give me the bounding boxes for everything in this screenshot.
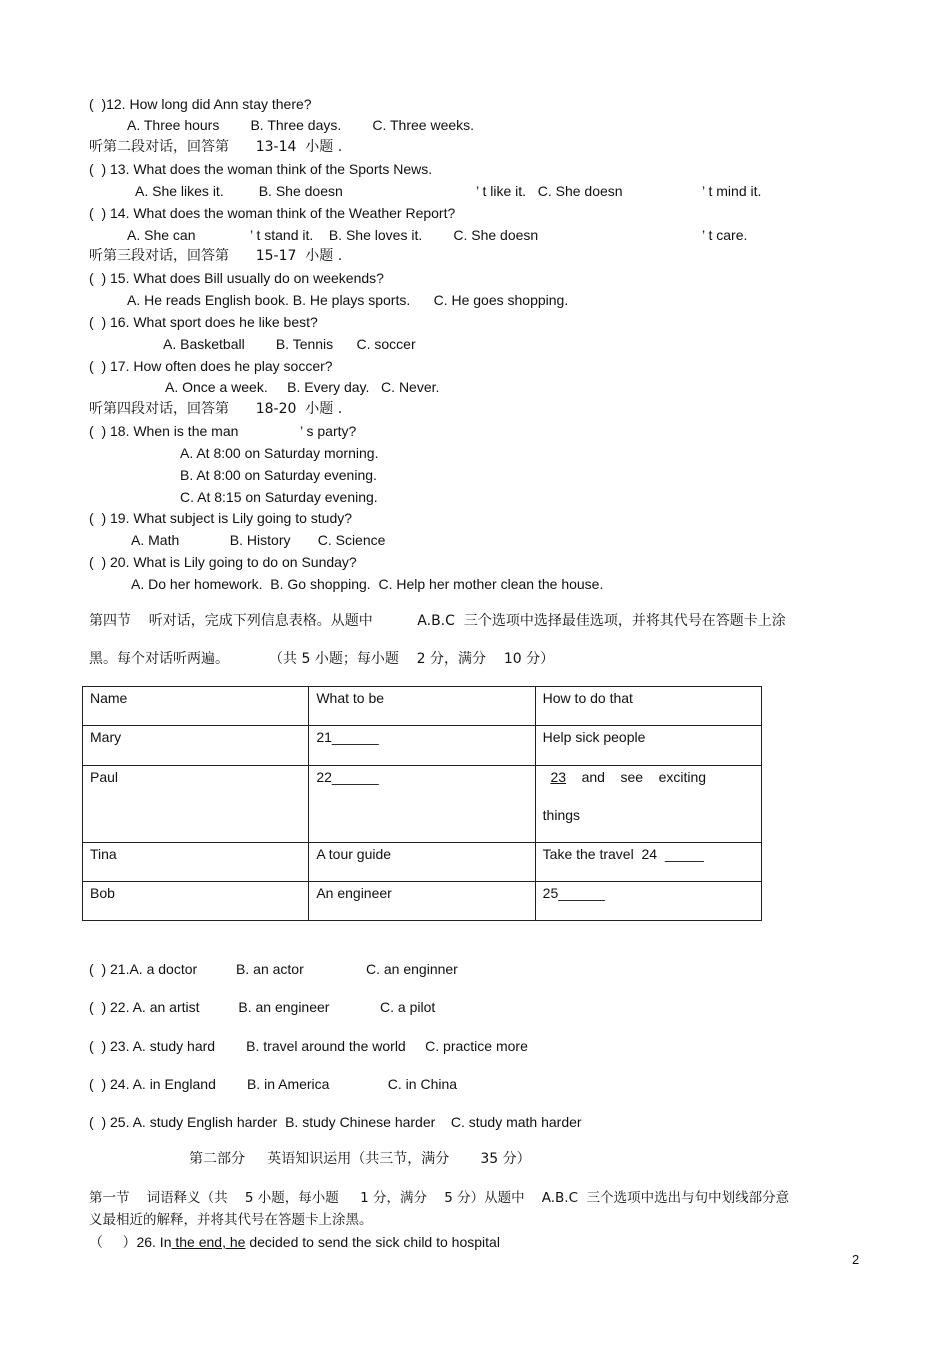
question-12: ( )12. How long did Ann stay there?	[89, 96, 312, 112]
question-26-suffix: decided to send the sick child to hospital	[245, 1234, 500, 1250]
section-4-instruction-line1: 第四节 听对话，完成下列信息表格。从题中 A.B.C 三个选项中选择最佳选项，并将其代号在答题卡上涂	[89, 613, 786, 629]
question-21: ( ) 21.A. a doctor B. an actor C. an enginner	[89, 961, 458, 977]
cell-name: Bob	[83, 882, 309, 921]
question-26	[89, 1233, 500, 1251]
question-18-option-c: C. At 8:15 on Saturday evening.	[180, 489, 378, 505]
question-25: ( ) 25. A. study English harder B. study Chinese harder C. study math harder	[89, 1114, 582, 1130]
question-14-option-c-end: ’ t care.	[702, 227, 748, 243]
question-18: ( ) 18. When is the man	[89, 423, 239, 439]
question-17-options: A. Once a week. B. Every day. C. Never.	[165, 379, 440, 395]
question-12-options: A. Three hours B. Three days. C. Three weeks.	[127, 117, 475, 133]
question-22: ( ) 22. A. an artist B. an engineer C. a pilot	[89, 999, 436, 1015]
section-4-instruction-line2: 黑。每个对话听两遍。 （共 5 小题；每小题 2 分，满分 10 分）	[89, 651, 555, 667]
cell-how	[535, 766, 761, 843]
info-table	[82, 686, 762, 921]
cell-what: A tour guide	[309, 843, 535, 882]
table-row-tina	[83, 843, 762, 882]
part-2-section-1-line1: 第一节 词语释义（共 5 小题，每小题 1 分，满分 5 分）从题中 A.B.C 三个选项中选出与句中划线部分意	[89, 1190, 790, 1206]
part-2-title: 第二部分 英语知识运用（共三节，满分 35 分）	[189, 1151, 531, 1167]
question-18-option-b: B. At 8:00 on Saturday evening.	[180, 467, 377, 483]
question-17: ( ) 17. How often does he play soccer?	[89, 358, 333, 374]
part-2-section-1-line2: 义最相近的解释，并将其代号在答题卡上涂黑。	[89, 1212, 373, 1228]
question-26-underlined: the end, he	[171, 1234, 246, 1250]
question-16: ( ) 16. What sport does he like best?	[89, 314, 318, 330]
question-26-prefix: （ ）26. In	[89, 1234, 172, 1250]
cell-blank-22: 22______	[309, 766, 535, 843]
cell-what: An engineer	[309, 882, 535, 921]
cell-how: Help sick people	[535, 726, 761, 766]
question-16-options: A. Basketball B. Tennis C. soccer	[163, 336, 416, 352]
question-15-options: A. He reads English book. B. He plays sports. C. He goes shopping.	[127, 292, 569, 308]
cell-name: Paul	[83, 766, 309, 843]
cell-blank-25: 25______	[535, 882, 761, 921]
dialog-2-instruction: 听第二段对话，回答第 13-14 小题 .	[89, 139, 343, 155]
question-13-options-c-end: ’ t mind it.	[702, 183, 762, 199]
question-15: ( ) 15. What does Bill usually do on weekends?	[89, 270, 384, 286]
header-name: Name	[83, 687, 309, 726]
header-how-to-do: How to do that	[535, 687, 761, 726]
question-18-option-a: A. At 8:00 on Saturday morning.	[180, 445, 379, 461]
page-number: 2	[852, 1252, 860, 1267]
table-row-bob	[83, 882, 762, 921]
question-13-options-a-b: A. She likes it. B. She doesn	[135, 183, 343, 199]
question-18-continued: ’ s party?	[300, 423, 357, 439]
table-row-mary	[83, 726, 762, 766]
cell-name: Mary	[83, 726, 309, 766]
question-14-option-a: A. She can	[127, 227, 196, 243]
question-23: ( ) 23. A. study hard B. travel around the world C. practice more	[89, 1038, 528, 1054]
cell-name: Tina	[83, 843, 309, 882]
table-header-row	[83, 687, 762, 726]
table-row-paul	[83, 766, 762, 843]
question-20-options: A. Do her homework. B. Go shopping. C. Help her mother clean the house.	[131, 576, 604, 592]
cell-how-line2: things	[542, 807, 581, 823]
blank-23: 23	[550, 769, 567, 785]
question-19-options: A. Math B. History C. Science	[131, 532, 386, 548]
question-13: ( ) 13. What does the woman think of the Sports News.	[89, 161, 433, 177]
question-14-options-a-c: ’ t stand it. B. She loves it. C. She doesn	[250, 227, 539, 243]
question-19: ( ) 19. What subject is Lily going to study?	[89, 510, 353, 526]
cell-how-blank-24: Take the travel 24 _____	[535, 843, 761, 882]
question-24: ( ) 24. A. in England B. in America C. in China	[89, 1076, 458, 1092]
cell-how-text: and see exciting	[566, 769, 707, 785]
question-14: ( ) 14. What does the woman think of the Weather Report?	[89, 205, 456, 221]
cell-blank-21: 21______	[309, 726, 535, 766]
dialog-3-instruction: 听第三段对话，回答第 15-17 小题 .	[89, 248, 343, 264]
question-20: ( ) 20. What is Lily going to do on Sunday?	[89, 554, 357, 570]
question-13-options-b-c: ’ t like it. C. She doesn	[476, 183, 623, 199]
header-what-to-be: What to be	[309, 687, 535, 726]
dialog-4-instruction: 听第四段对话，回答第 18-20 小题 .	[89, 401, 343, 417]
